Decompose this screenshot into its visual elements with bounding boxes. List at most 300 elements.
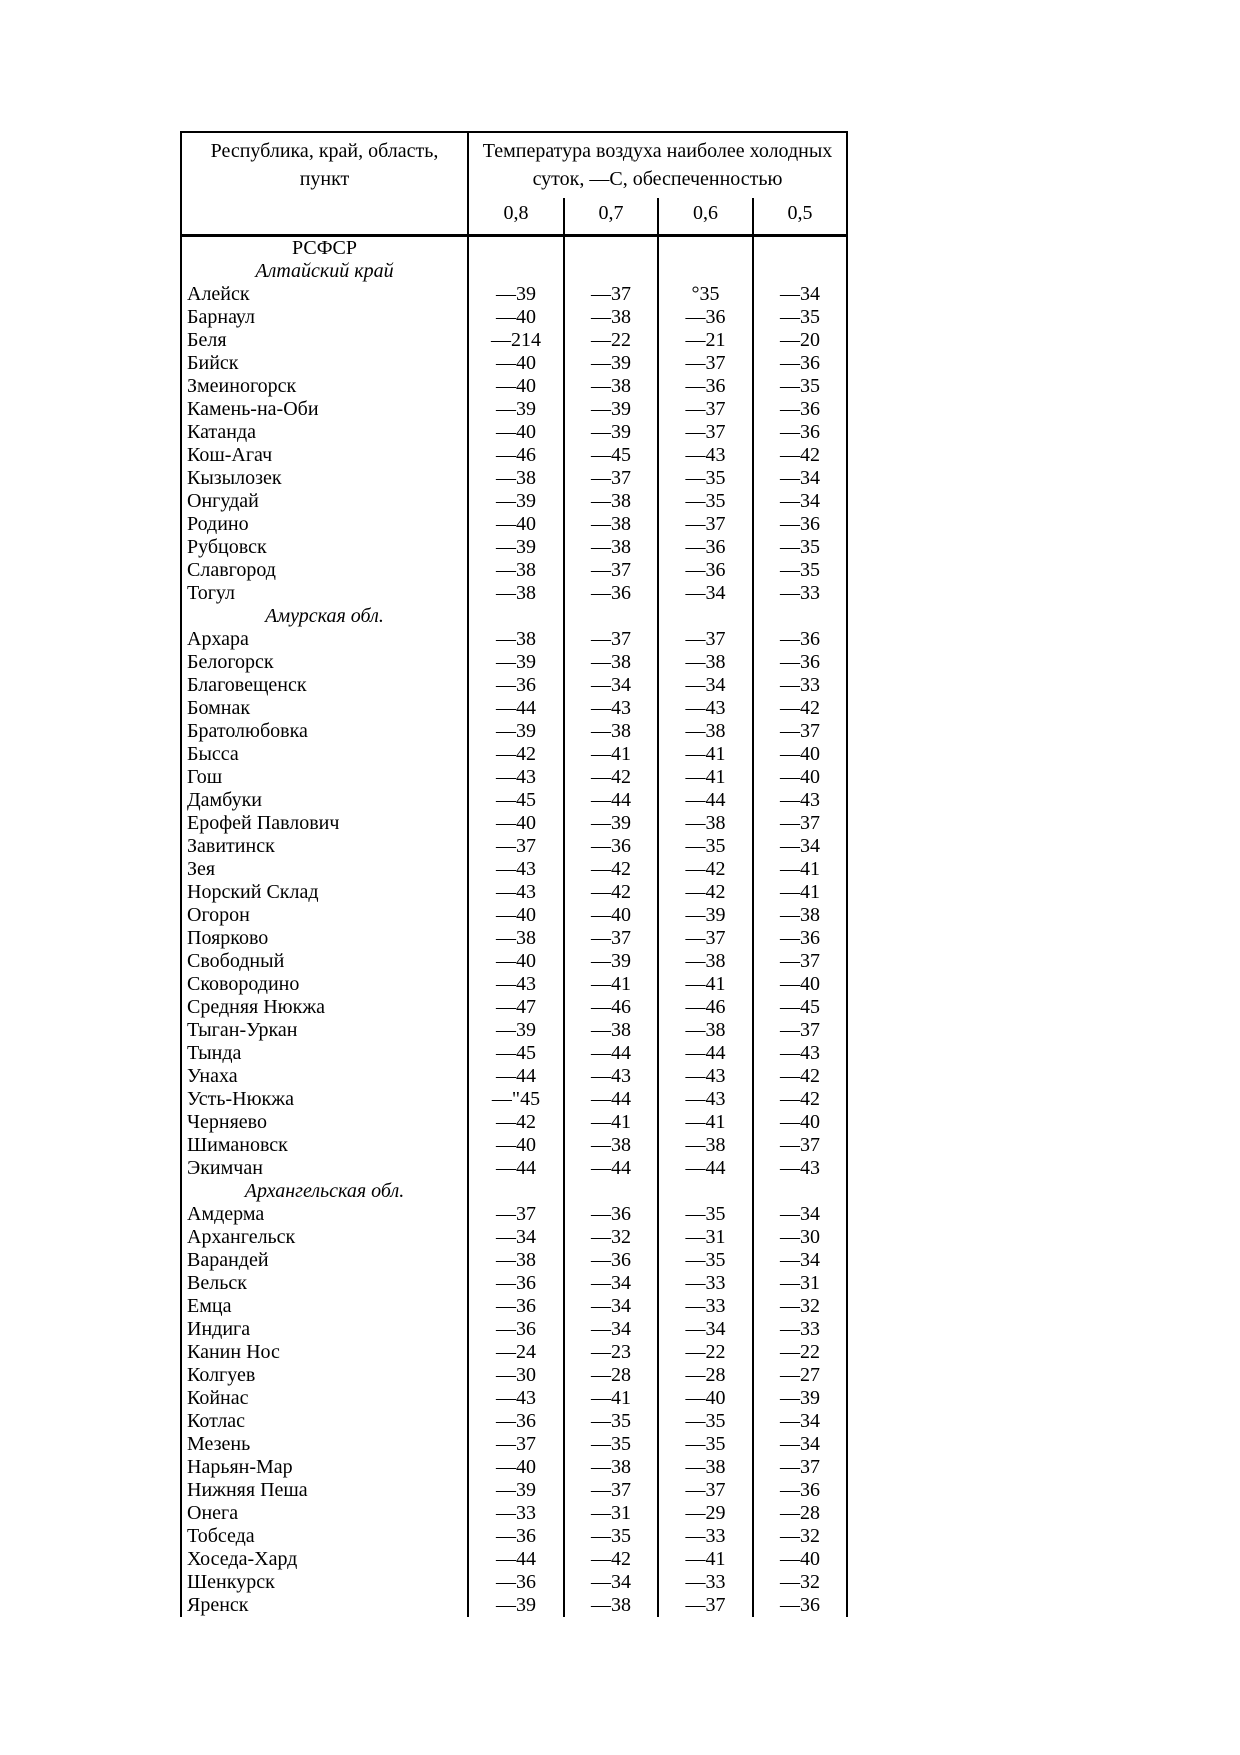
region-name-cell: Тында — [181, 1042, 468, 1065]
probability-header-0-7: 0,7 — [564, 198, 658, 236]
temp-value-cell: —36 — [753, 513, 847, 536]
temp-value-cell: —37 — [468, 1203, 564, 1226]
temp-value-cell: —34 — [753, 283, 847, 306]
temp-value-cell: —33 — [658, 1525, 753, 1548]
temp-value-cell: —23 — [564, 1341, 658, 1364]
region-name-cell: Унаха — [181, 1065, 468, 1088]
region-name-cell: Шенкурск — [181, 1571, 468, 1594]
temp-value-cell: —42 — [658, 881, 753, 904]
temp-value-cell: —36 — [658, 536, 753, 559]
temp-value-cell: —36 — [753, 398, 847, 421]
temp-value-cell: —37 — [753, 1456, 847, 1479]
temp-value-cell-empty — [468, 260, 564, 283]
region-name-cell: Яренск — [181, 1594, 468, 1617]
temp-value-cell: —40 — [753, 743, 847, 766]
temp-value-cell: —38 — [658, 1456, 753, 1479]
temp-value-cell: —41 — [658, 766, 753, 789]
temp-value-cell: —43 — [468, 766, 564, 789]
region-name-cell: Сковородино — [181, 973, 468, 996]
probability-header-0-6: 0,6 — [658, 198, 753, 236]
temp-value-cell: —41 — [564, 1111, 658, 1134]
temp-value-cell: —37 — [658, 927, 753, 950]
table-row — [181, 1249, 847, 1272]
region-name-cell: Норский Склад — [181, 881, 468, 904]
temp-value-cell: —37 — [753, 950, 847, 973]
temp-value-cell: —35 — [564, 1525, 658, 1548]
temp-value-cell: —38 — [658, 1134, 753, 1157]
temp-value-cell: —33 — [468, 1502, 564, 1525]
table-row — [181, 490, 847, 513]
region-name-cell: Мезень — [181, 1433, 468, 1456]
temp-value-cell: —37 — [564, 1479, 658, 1502]
temp-value-cell: —36 — [753, 628, 847, 651]
region-name-cell: Архангельск — [181, 1226, 468, 1249]
header-row-titles — [181, 132, 847, 198]
temp-value-cell: —37 — [564, 927, 658, 950]
temp-value-cell: —36 — [658, 375, 753, 398]
temp-value-cell: —35 — [753, 375, 847, 398]
temp-value-cell: —41 — [564, 743, 658, 766]
temp-value-cell: —36 — [468, 1272, 564, 1295]
temp-value-cell: —46 — [468, 444, 564, 467]
temp-value-cell: —38 — [468, 467, 564, 490]
temp-value-cell: —45 — [468, 1042, 564, 1065]
temp-value-cell: —37 — [564, 283, 658, 306]
table-row — [181, 1410, 847, 1433]
temp-value-cell: —37 — [658, 1479, 753, 1502]
temp-value-cell: —40 — [468, 1456, 564, 1479]
region-name-cell: Беля — [181, 329, 468, 352]
temp-value-cell: —36 — [753, 927, 847, 950]
temp-value-cell: —37 — [658, 513, 753, 536]
temp-value-cell: —43 — [753, 789, 847, 812]
temp-value-cell-empty — [564, 260, 658, 283]
temp-value-cell: —38 — [564, 720, 658, 743]
temp-value-cell: —42 — [753, 444, 847, 467]
temp-value-cell: —40 — [753, 1111, 847, 1134]
temp-value-cell: —39 — [468, 1019, 564, 1042]
temp-value-cell: —35 — [658, 835, 753, 858]
temp-value-cell: —47 — [468, 996, 564, 1019]
temp-value-cell: —38 — [658, 950, 753, 973]
table-row — [181, 559, 847, 582]
table-row — [181, 1525, 847, 1548]
temp-value-cell: —42 — [564, 1548, 658, 1571]
temp-value-cell: —40 — [468, 904, 564, 927]
table-row — [181, 766, 847, 789]
temp-value-cell: —35 — [753, 536, 847, 559]
temp-value-cell: —39 — [468, 398, 564, 421]
temp-value-cell: —44 — [468, 1548, 564, 1571]
temp-value-cell: —43 — [658, 697, 753, 720]
region-column-header — [181, 132, 468, 236]
temp-value-cell: —37 — [658, 352, 753, 375]
temp-value-cell: —39 — [468, 536, 564, 559]
probability-header-0-8: 0,8 — [468, 198, 564, 236]
region-name-cell: Бийск — [181, 352, 468, 375]
temp-value-cell-empty — [468, 605, 564, 628]
temp-value-cell: —37 — [564, 559, 658, 582]
region-name-cell: Бысса — [181, 743, 468, 766]
table-row — [181, 1548, 847, 1571]
table-row — [181, 1065, 847, 1088]
temp-value-cell: —44 — [564, 1088, 658, 1111]
temp-value-cell: —39 — [468, 651, 564, 674]
region-name-cell: Черняево — [181, 1111, 468, 1134]
temp-value-cell: —42 — [468, 743, 564, 766]
temp-value-cell: —35 — [753, 306, 847, 329]
temp-value-cell: —34 — [658, 1318, 753, 1341]
temp-value-cell: —30 — [753, 1226, 847, 1249]
temp-value-cell: —41 — [753, 881, 847, 904]
table-row — [181, 1180, 847, 1203]
temp-value-cell-empty — [564, 236, 658, 261]
region-name-cell: Завитинск — [181, 835, 468, 858]
temp-value-cell: —41 — [753, 858, 847, 881]
table-row — [181, 306, 847, 329]
region-name-cell: Гош — [181, 766, 468, 789]
temp-value-cell: —43 — [564, 697, 658, 720]
temp-value-cell-empty — [753, 1180, 847, 1203]
temp-value-cell: —34 — [753, 1433, 847, 1456]
temp-value-cell: —46 — [658, 996, 753, 1019]
region-name-cell: Тобседа — [181, 1525, 468, 1548]
temp-value-cell: —36 — [753, 1479, 847, 1502]
temp-value-cell: —41 — [564, 1387, 658, 1410]
temp-value-cell: —42 — [753, 697, 847, 720]
temp-value-cell: —40 — [468, 812, 564, 835]
temp-value-cell: —36 — [564, 1249, 658, 1272]
region-name-cell: Благовещенск — [181, 674, 468, 697]
temp-value-cell: —39 — [564, 398, 658, 421]
temp-value-cell: —20 — [753, 329, 847, 352]
temp-value-cell: —38 — [468, 582, 564, 605]
temp-value-cell: —37 — [468, 835, 564, 858]
temp-value-cell: —39 — [468, 720, 564, 743]
table-row — [181, 1479, 847, 1502]
temp-value-cell: —40 — [468, 352, 564, 375]
temp-value-cell: —34 — [753, 1249, 847, 1272]
temp-value-cell: —28 — [564, 1364, 658, 1387]
temp-value-cell-empty — [753, 236, 847, 261]
temp-value-cell: —37 — [753, 1019, 847, 1042]
temp-value-cell: —37 — [564, 467, 658, 490]
temp-value-cell: —36 — [468, 1525, 564, 1548]
table-row — [181, 674, 847, 697]
region-name-cell: Онега — [181, 1502, 468, 1525]
temp-value-cell: —45 — [564, 444, 658, 467]
temp-value-cell: —44 — [564, 789, 658, 812]
temp-value-cell: —42 — [468, 1111, 564, 1134]
temp-value-cell-empty — [468, 236, 564, 261]
temp-value-cell: —35 — [658, 1410, 753, 1433]
region-name-cell: Тыган-Уркан — [181, 1019, 468, 1042]
table-body — [181, 236, 847, 1618]
region-column-header-line1: Республика, край, область, — [210, 140, 439, 162]
temp-value-cell: —40 — [753, 766, 847, 789]
temp-value-cell-empty — [753, 260, 847, 283]
temp-value-cell: —35 — [753, 559, 847, 582]
temp-value-cell: —40 — [753, 1548, 847, 1571]
temp-value-cell: —37 — [658, 421, 753, 444]
temp-value-cell: —43 — [753, 1042, 847, 1065]
temp-value-cell: —46 — [564, 996, 658, 1019]
table-row — [181, 1433, 847, 1456]
temp-value-cell: —39 — [564, 812, 658, 835]
temp-value-cell: —36 — [468, 1318, 564, 1341]
temp-value-cell: —35 — [658, 1433, 753, 1456]
table-row — [181, 1042, 847, 1065]
temp-value-cell: —33 — [658, 1571, 753, 1594]
temp-value-cell: —44 — [658, 789, 753, 812]
temp-value-cell: —35 — [658, 1203, 753, 1226]
region-name-cell: Огорон — [181, 904, 468, 927]
region-name-cell: Алейск — [181, 283, 468, 306]
table-row — [181, 1364, 847, 1387]
temp-value-cell-empty — [658, 605, 753, 628]
temp-value-cell: —31 — [658, 1226, 753, 1249]
region-name-cell: Барнаул — [181, 306, 468, 329]
temp-value-cell: —38 — [658, 720, 753, 743]
table-row — [181, 1134, 847, 1157]
temp-value-cell: —37 — [658, 628, 753, 651]
table-row — [181, 1594, 847, 1617]
temp-value-cell: —22 — [753, 1341, 847, 1364]
region-name-cell: Усть-Нюкжа — [181, 1088, 468, 1111]
table-header — [181, 132, 847, 236]
table-row — [181, 1272, 847, 1295]
table-row — [181, 973, 847, 996]
temp-value-cell: —43 — [753, 1157, 847, 1180]
temp-value-cell: —38 — [658, 812, 753, 835]
table-row — [181, 1295, 847, 1318]
temp-value-cell: —37 — [753, 1134, 847, 1157]
temp-value-cell: —39 — [468, 283, 564, 306]
temp-value-cell: —38 — [468, 1249, 564, 1272]
temp-value-cell: —44 — [468, 697, 564, 720]
temp-value-cell: —40 — [468, 421, 564, 444]
temp-value-cell: —38 — [468, 927, 564, 950]
temp-value-cell: —34 — [753, 1203, 847, 1226]
region-name-cell: Бомнак — [181, 697, 468, 720]
temp-value-cell-empty — [564, 605, 658, 628]
temp-value-cell-empty — [658, 236, 753, 261]
temp-value-cell: —40 — [658, 1387, 753, 1410]
table-row — [181, 835, 847, 858]
temp-value-cell: —40 — [564, 904, 658, 927]
group-header-cell: Алтайский край — [181, 260, 468, 283]
region-name-cell: Средняя Нюкжа — [181, 996, 468, 1019]
region-name-cell: Камень-на-Оби — [181, 398, 468, 421]
temp-value-cell: —34 — [564, 674, 658, 697]
temp-value-cell: —33 — [753, 674, 847, 697]
region-name-cell: Кызылозек — [181, 467, 468, 490]
temp-value-cell-empty — [658, 1180, 753, 1203]
table-row — [181, 1341, 847, 1364]
temp-value-cell: —39 — [468, 490, 564, 513]
temp-value-cell: —36 — [753, 651, 847, 674]
region-name-cell: Экимчан — [181, 1157, 468, 1180]
temp-value-cell: —43 — [468, 881, 564, 904]
table-row — [181, 697, 847, 720]
temp-value-cell: —38 — [564, 1019, 658, 1042]
temp-value-cell: —33 — [658, 1272, 753, 1295]
temp-value-cell: —34 — [753, 1410, 847, 1433]
region-name-cell: Вельск — [181, 1272, 468, 1295]
temp-value-cell: —35 — [658, 467, 753, 490]
region-name-cell: Шимановск — [181, 1134, 468, 1157]
temp-value-cell: —39 — [753, 1387, 847, 1410]
temp-value-cell: —44 — [658, 1042, 753, 1065]
temp-value-cell: —"45 — [468, 1088, 564, 1111]
temp-value-cell: —36 — [564, 582, 658, 605]
region-name-cell: Катанда — [181, 421, 468, 444]
region-name-cell: Славгород — [181, 559, 468, 582]
temp-value-cell: —36 — [753, 1594, 847, 1617]
temp-value-cell: —41 — [658, 1111, 753, 1134]
temp-value-cell: —22 — [658, 1341, 753, 1364]
temp-value-cell: —35 — [564, 1410, 658, 1433]
table-row — [181, 536, 847, 559]
temp-value-cell: —36 — [468, 1571, 564, 1594]
temp-value-cell: —44 — [468, 1065, 564, 1088]
region-name-cell: Варандей — [181, 1249, 468, 1272]
region-name-cell: Тогул — [181, 582, 468, 605]
temp-value-cell: —40 — [468, 306, 564, 329]
table-row — [181, 1502, 847, 1525]
table-row — [181, 398, 847, 421]
temp-value-cell-empty — [658, 260, 753, 283]
table-row — [181, 1111, 847, 1134]
temp-value-cell: —38 — [564, 306, 658, 329]
temp-value-cell: —34 — [753, 467, 847, 490]
temp-value-cell: —33 — [753, 582, 847, 605]
temp-value-cell: —43 — [468, 858, 564, 881]
temp-value-cell: —38 — [564, 536, 658, 559]
table-row — [181, 236, 847, 261]
region-name-cell: Хоседа-Хард — [181, 1548, 468, 1571]
table-row — [181, 881, 847, 904]
temp-value-cell: —34 — [564, 1318, 658, 1341]
temp-value-cell: —36 — [658, 306, 753, 329]
region-name-cell: Родино — [181, 513, 468, 536]
region-name-cell: Емца — [181, 1295, 468, 1318]
temp-value-cell: —30 — [468, 1364, 564, 1387]
temp-value-cell: —28 — [753, 1502, 847, 1525]
temp-value-cell-empty — [468, 1180, 564, 1203]
temp-value-cell-empty — [564, 1180, 658, 1203]
temp-value-cell: —43 — [658, 1065, 753, 1088]
region-name-cell: Онгудай — [181, 490, 468, 513]
temp-value-cell: —36 — [564, 1203, 658, 1226]
temperature-header-line1: Температура воздуха наиболее холодных — [482, 140, 833, 162]
table-row — [181, 1226, 847, 1249]
table-row — [181, 858, 847, 881]
table-row — [181, 1203, 847, 1226]
region-name-cell: Змеиногорск — [181, 375, 468, 398]
temp-value-cell: —44 — [564, 1042, 658, 1065]
temp-value-cell: °35 — [658, 283, 753, 306]
table-row — [181, 283, 847, 306]
region-name-cell: Котлас — [181, 1410, 468, 1433]
temp-value-cell: —32 — [753, 1295, 847, 1318]
group-header-cell: Архангельская обл. — [181, 1180, 468, 1203]
temp-value-cell: —35 — [658, 490, 753, 513]
temp-value-cell: —31 — [564, 1502, 658, 1525]
temp-value-cell: —44 — [564, 1157, 658, 1180]
temp-value-cell: —43 — [658, 1088, 753, 1111]
temp-value-cell: —35 — [658, 1249, 753, 1272]
temp-value-cell: —34 — [564, 1571, 658, 1594]
temp-value-cell: —37 — [753, 720, 847, 743]
region-name-cell: Зея — [181, 858, 468, 881]
table-row — [181, 1019, 847, 1042]
temp-value-cell: —36 — [564, 835, 658, 858]
temp-value-cell: —43 — [564, 1065, 658, 1088]
temp-value-cell: —38 — [564, 651, 658, 674]
table-row — [181, 1387, 847, 1410]
table-row — [181, 1318, 847, 1341]
temp-value-cell: —36 — [753, 352, 847, 375]
temp-value-cell: —41 — [564, 973, 658, 996]
temp-value-cell: —41 — [658, 743, 753, 766]
probability-header-0-5: 0,5 — [753, 198, 847, 236]
temp-value-cell: —32 — [564, 1226, 658, 1249]
temp-value-cell: —34 — [753, 490, 847, 513]
temp-value-cell: —38 — [468, 628, 564, 651]
temp-value-cell: —38 — [753, 904, 847, 927]
temp-value-cell: —29 — [658, 1502, 753, 1525]
region-name-cell: Канин Нос — [181, 1341, 468, 1364]
temp-value-cell: —44 — [468, 1157, 564, 1180]
region-name-cell: Белогорск — [181, 651, 468, 674]
region-name-cell: Поярково — [181, 927, 468, 950]
temp-value-cell: —40 — [753, 973, 847, 996]
temp-value-cell: —38 — [468, 559, 564, 582]
temp-value-cell: —36 — [658, 559, 753, 582]
temp-value-cell: —33 — [753, 1318, 847, 1341]
region-name-cell: Рубцовск — [181, 536, 468, 559]
temp-value-cell: —21 — [658, 329, 753, 352]
table-row — [181, 605, 847, 628]
temp-value-cell: —37 — [658, 1594, 753, 1617]
region-name-cell: Братолюбовка — [181, 720, 468, 743]
temp-value-cell: —36 — [753, 421, 847, 444]
temp-value-cell: —214 — [468, 329, 564, 352]
table-row — [181, 260, 847, 283]
table-row — [181, 651, 847, 674]
region-name-cell: Колгуев — [181, 1364, 468, 1387]
temp-value-cell: —28 — [658, 1364, 753, 1387]
temp-value-cell: —38 — [564, 1456, 658, 1479]
temp-value-cell: —34 — [658, 582, 753, 605]
table-row — [181, 582, 847, 605]
temp-value-cell: —34 — [564, 1272, 658, 1295]
table-row — [181, 996, 847, 1019]
table-row — [181, 1571, 847, 1594]
temperature-header-line2: суток, —С, обеспеченностью — [532, 168, 783, 190]
temp-value-cell: —38 — [658, 1019, 753, 1042]
table-row — [181, 927, 847, 950]
temp-value-cell: —43 — [468, 973, 564, 996]
region-name-cell: Свободный — [181, 950, 468, 973]
temp-value-cell: —43 — [658, 444, 753, 467]
temp-value-cell: —22 — [564, 329, 658, 352]
temp-value-cell-empty — [753, 605, 847, 628]
temp-value-cell: —39 — [468, 1479, 564, 1502]
temp-value-cell: —40 — [468, 513, 564, 536]
temp-value-cell: —41 — [658, 1548, 753, 1571]
